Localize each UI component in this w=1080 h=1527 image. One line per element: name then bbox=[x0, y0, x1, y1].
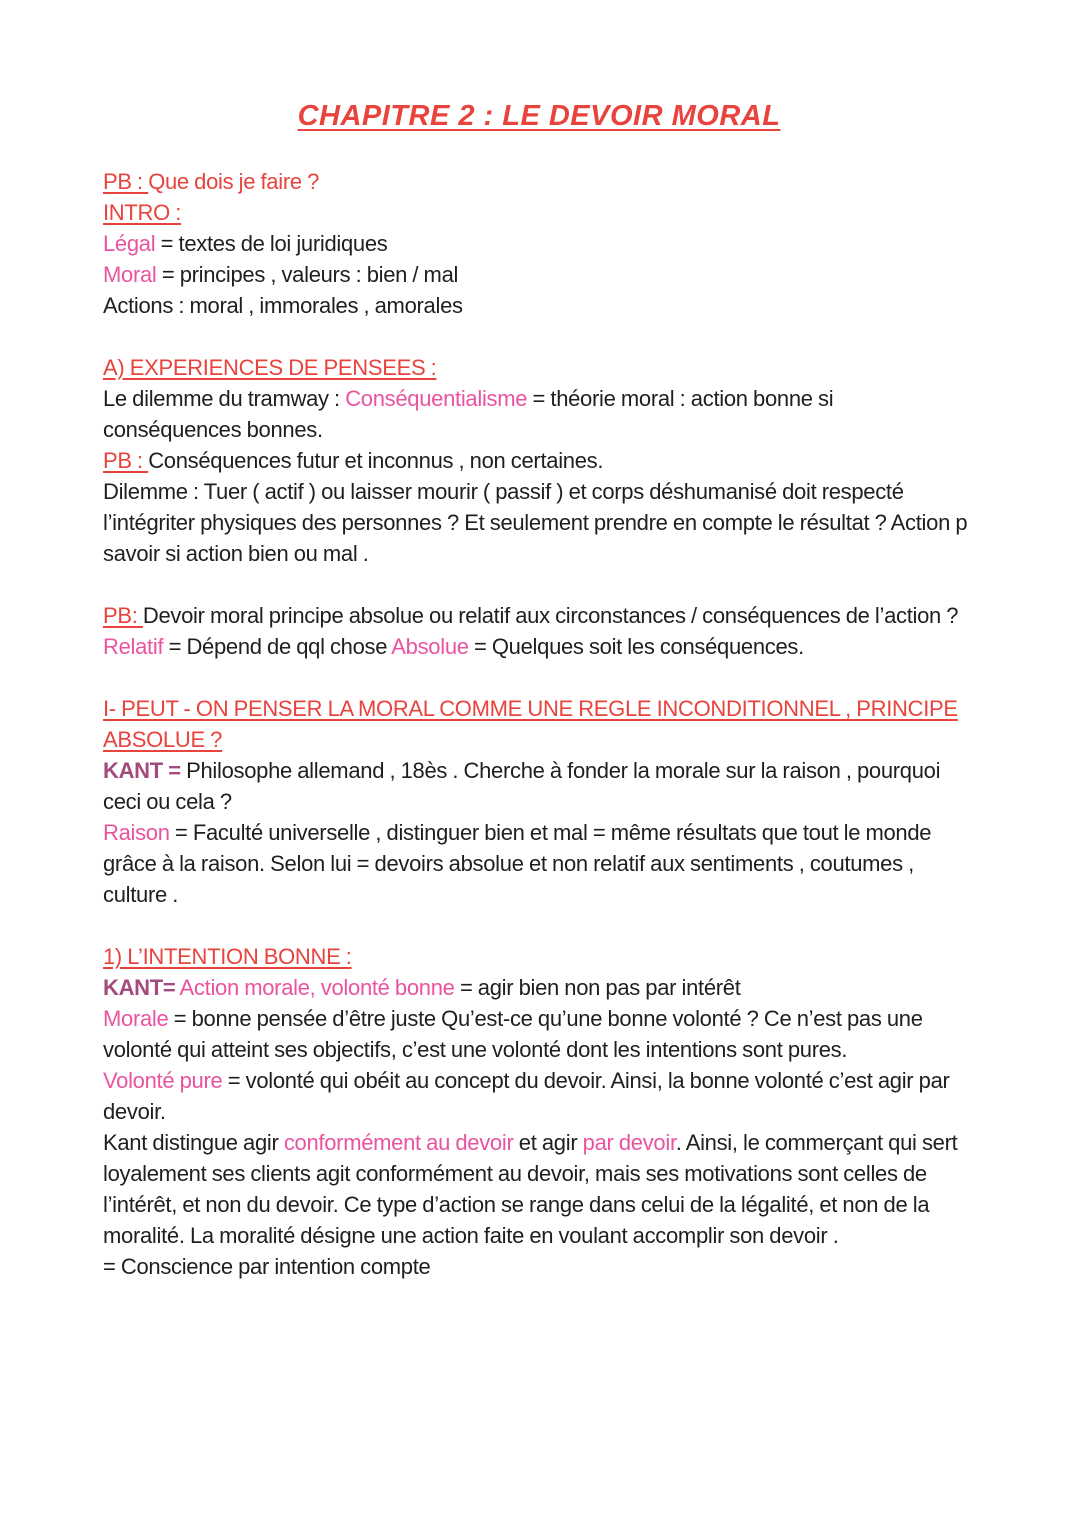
section-1-heading bbox=[103, 693, 975, 755]
text-segment-pink: Légal bbox=[103, 231, 156, 256]
definition-moral bbox=[103, 259, 975, 290]
text-segment-pink: Morale bbox=[103, 1006, 169, 1031]
blank-line bbox=[103, 321, 975, 352]
text-segment-purple_bold: KANT = bbox=[103, 758, 187, 783]
text-segment-text: Devoir moral principe absolue ou relatif aux circonstances / conséquences de l’action ? bbox=[142, 603, 959, 628]
volonte-pure-definition-paragraph bbox=[103, 1065, 975, 1127]
blank-line bbox=[103, 569, 975, 600]
text-segment-text: = Quelques soit les conséquences. bbox=[468, 634, 804, 659]
dilemme-paragraph bbox=[103, 476, 975, 569]
text-segment-pink: Moral bbox=[103, 262, 157, 287]
conclusion-line bbox=[103, 1251, 975, 1282]
kant-intro-paragraph bbox=[103, 755, 975, 817]
blank-line bbox=[103, 910, 975, 941]
text-segment-red_underline: I- PEUT - ON PENSER LA MORAL COMME UNE REGLE INCONDITIONNEL , PRINCIPE ABSOLUE ? bbox=[103, 696, 958, 752]
text-segment-text: Kant distingue agir bbox=[103, 1130, 284, 1155]
section-a-heading bbox=[103, 352, 975, 383]
text-segment-text: = Faculté universelle , distinguer bien et mal = même résultats que tout le monde grâce à la raison. Selon lui = devoirs absolue et non relatif aux sentiments , coutumes , culture . bbox=[103, 820, 932, 907]
text-segment-red: Que dois je faire ? bbox=[148, 169, 320, 194]
text-segment-pink: conformément au devoir bbox=[283, 1130, 514, 1155]
text-segment-red_underline: PB : bbox=[103, 169, 149, 194]
text-segment-text: et agir bbox=[513, 1130, 583, 1155]
text-segment-text: Philosophe allemand , 18ès . Cherche à fonder la morale sur la raison , pourquoi ceci ou cela ? bbox=[103, 758, 941, 814]
text-segment-text: = textes de loi juridiques bbox=[155, 231, 388, 256]
text-segment-text: Conséquences futur et inconnus , non certaines. bbox=[148, 448, 604, 473]
text-segment-text: = agir bien non pas par intérêt bbox=[459, 975, 741, 1000]
text-segment-pink: Relatif bbox=[103, 634, 164, 659]
text-segment-text: = Dépend de qql chose bbox=[163, 634, 392, 659]
text-segment-text: Le dilemme du tramway : bbox=[103, 386, 346, 411]
text-segment-text: Actions : moral , immorales , amorales bbox=[103, 293, 463, 318]
text-segment-text: = principes , valeurs : bien / mal bbox=[156, 262, 459, 287]
kant-distinction-paragraph bbox=[103, 1127, 975, 1251]
blank-line bbox=[103, 662, 975, 693]
text-segment-pink: Action morale, volonté bonne bbox=[175, 975, 460, 1000]
text-segment-pink: Volonté pure bbox=[103, 1068, 223, 1093]
text-segment-text: = volonté qui obéit au concept du devoir. Ainsi, la bonne volonté c’est agir par devoir. bbox=[103, 1068, 950, 1124]
text-segment-text: Dilemme : Tuer ( actif ) ou laisser mourir ( passif ) et corps déshumanisé doit respecté l’intégriter physiques des personnes ? Et seulement prendre en compte le résultat ? Action p savoir si action bien ou mal . bbox=[103, 479, 968, 566]
text-segment-pink: Raison bbox=[103, 820, 170, 845]
text-segment-pink: Absolue bbox=[391, 634, 469, 659]
text-segment-text: = théorie moral : action bonne si conséquences bonnes. bbox=[103, 386, 834, 442]
problem-line bbox=[103, 166, 975, 197]
text-segment-text: . Ainsi, le commerçant qui sert loyalement ses clients agit conformément au devoir, mais ses motivations sont celles de l’intérêt, et non du devoir. Ce type d’action se range dans celui de la légalité, et non de la moralité. La moralité désigne une action faite en voulant accomplir son devoir . bbox=[103, 1130, 958, 1248]
definition-legal bbox=[103, 228, 975, 259]
text-segment-red_underline: 1) L’INTENTION BONNE : bbox=[103, 944, 352, 969]
text-segment-text: = Conscience par intention compte bbox=[103, 1254, 431, 1279]
text-segment-red_underline: INTRO : bbox=[103, 200, 182, 225]
tramway-paragraph bbox=[103, 383, 975, 445]
text-segment-pink: par devoir bbox=[582, 1130, 676, 1155]
raison-definition-paragraph bbox=[103, 817, 975, 910]
text-segment-pink: Conséquentialisme bbox=[345, 386, 528, 411]
actions-line bbox=[103, 290, 975, 321]
morale-definition-paragraph bbox=[103, 1003, 975, 1065]
pb-consequences-line bbox=[103, 445, 975, 476]
text-segment-text: = bonne pensée d’être juste Qu’est-ce qu’une bonne volonté ? Ce n’est pas une volonté qui atteint ses objectifs, c’est une volonté dont les intentions sont pures. bbox=[103, 1006, 923, 1062]
text-segment-red_underline: PB : bbox=[103, 448, 149, 473]
text-segment-red_underline: A) EXPERIENCES DE PENSEES : bbox=[103, 355, 437, 380]
text-segment-red_underline: PB: bbox=[103, 603, 143, 628]
intro-heading bbox=[103, 197, 975, 228]
document-body bbox=[103, 166, 975, 1282]
subsection-1-heading bbox=[103, 941, 975, 972]
pb-devoir-moral-paragraph bbox=[103, 600, 975, 662]
kant-action-morale-line bbox=[103, 972, 975, 1003]
text-segment-purple_bold: KANT= bbox=[103, 975, 176, 1000]
chapter-title bbox=[103, 96, 975, 136]
chapter-title-text: CHAPITRE 2 : LE DEVOIR MORAL bbox=[297, 100, 781, 132]
